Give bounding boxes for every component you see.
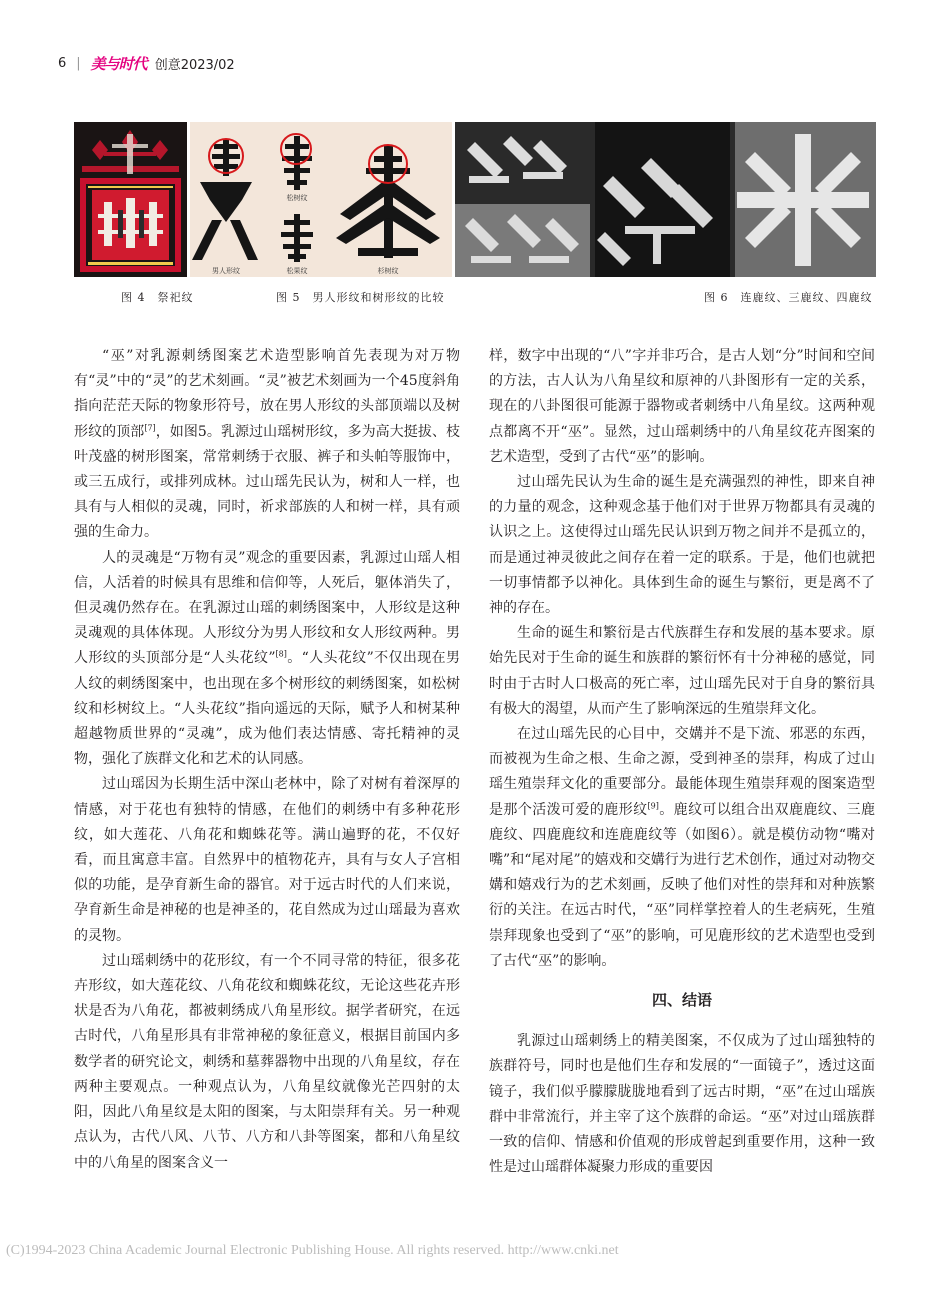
running-header [58, 52, 235, 74]
citation-ref: [9] [647, 801, 659, 810]
figure-5-caption: 图 5 男人形纹和树形纹的比较 [276, 291, 445, 304]
header-separator: | [76, 55, 81, 71]
label-pine-pattern: 松树纹 [286, 194, 308, 202]
figure-6-image [455, 122, 876, 277]
citation-ref: [8] [275, 649, 287, 659]
figure-5-image [190, 122, 452, 277]
page-number: 6 [58, 55, 67, 71]
section-heading: 四、结语 [651, 991, 712, 1010]
copyright-footer: (C)1994-2023 China Academic Journal Electronic Publishing House. All rights reserved. http://www.cnki.net [6, 1243, 619, 1258]
body-paragraph: 过山瑶因为长期生活中深山老林中，除了对树有着深厚的情感，对于花也有独特的情感，在他们的刺绣中有多种花形纹，如大莲花、八角花和蜘蛛花等。满山遍野的花，不仅好看，而且寓意丰富。自然界中的植物花卉，具有与女人子宫相似的功能，是孕育新生命的器官。对于远古时代的人们来说，孕育新生命是神秘的也是神圣的，花自然成为过山瑶最为喜欢的灵物。 [74, 776, 460, 944]
label-pine-cone-pattern: 松果纹 [286, 267, 308, 275]
body-paragraph: 人的灵魂是“万物有灵”观念的重要因素，乳源过山瑶人相信，人活着的时候具有思维和信仰等，人死后，躯体消失了，但灵魂仍然存在。在乳源过山瑶的刺绣图案中，人形纹是这种灵魂观的具体体现。人形纹分为男人形纹和女人形纹两种。男人形纹的头顶部分是“人头花纹”[8]。“人头花纹”不仅出现在男人纹的刺绣图案中，也出现在多个树形纹的刺绣图案，如松树纹和杉树纹上。“人头花纹”指向遥远的天际，赋予人和树某种超越物质世界的“灵魂”，成为他们表达情感、寄托精神的灵物，强化了族群文化和艺术的认同感。 [74, 549, 460, 768]
citation-ref: [7] [144, 422, 156, 432]
four-deer-pattern-icon [737, 134, 869, 266]
conclusion-paragraph: 乳源过山瑶刺绣上的精美图案，不仅成为了过山瑶独特的族群符号，同时也是他们生存和发展的“一面镜子”，透过这面镜子，我们似乎朦朦胧胧地看到了远古时期，“巫”在过山瑶族群中非常流行，并主宰了这个族群的命运。“巫”对过山瑶族群一致的信仰、情感和价值观的形成曾起到重要作用，这种一致性是过山瑶群体凝聚力形成的重要因 [489, 1033, 875, 1176]
right-column [489, 344, 875, 1181]
body-paragraph: 在过山瑶先民的心目中，交媾并不是下流、邪恶的东西，而被视为生命之根、生命之源，受到神圣的崇拜，构成了过山瑶生殖崇拜文化的重要部分。最能体现生殖崇拜观的图案造型是那个活泼可爱的鹿形纹[9]。鹿纹可以组合出双鹿鹿纹、三鹿鹿纹、四鹿鹿纹和连鹿鹿纹等（如图6）。就是模仿动物“嘴对嘴”和“尾对尾”的嬉戏和交媾行为进行艺术创作，通过对动物交媾和嬉戏行为的艺术刻画，反映了他们对性的崇拜和对种族繁衍的关注。在远古时代，“巫”同样掌控着人的生老病死，生殖崇拜现象也受到了“巫”的影响，可见鹿形纹的艺术造型也受到了古代“巫”的影响。 [489, 726, 876, 969]
figure-4-caption: 图 4 祭祀纹 [121, 291, 194, 304]
body-paragraph: 过山瑶刺绣中的花形纹，有一个不同寻常的特征，很多花卉形纹，如大莲花纹、八角花纹和蜘蛛花纹，无论这些花卉形状是否为八角花，都被刺绣成八角星形纹。据学者研究，在远古时代，八角星形具有非常神秘的象征意义，根据目前国内多数学者的研究论文，刺绣和墓葬器物中出现的八角星纹，存在两种主要观点。一种观点认为，八角星纹就像光芒四射的太阳，因此八角星纹是太阳的图案，与太阳崇拜有关。另一种观点认为，古代八风、八节、八方和八卦等图案，都和八角星纹中的八角星的图案含义一 [74, 952, 460, 1171]
body-paragraph: “巫”对乳源刺绣图案艺术造型影响首先表现为对万物有“灵”中的“灵”的艺术刻画。“灵”被艺术刻画为一个45度斜角指向茫茫天际的物象形符号，放在男人形纹的头部顶端以及树形纹的顶部[7]，如图5。乳源过山瑶树形纹，多为高大挺拔、枝叶茂盛的树形图案，常常刺绣于衣服、裤子和头帕等服饰中，或三五成行，或排列成林。过山瑶先民认为，树和人一样，也具有与人相似的灵魂，同时，祈求部族的人和树一样，具有顽强的生命力。 [74, 348, 461, 541]
body-paragraph-continued: 样，数字中出现的“八”字并非巧合，是古人划“分”时间和空间的方法，古人认为八角星纹和原神的八卦图形有一定的关系，现在的八卦图很可能源于器物或者刺绣中八角星纹。这两种观点都离不开“巫”。显然，过山瑶刺绣中的八角星纹花卉图案的艺术造型，受到了古代“巫”的影响。 [489, 348, 875, 465]
figure-6-caption: 图 6 连鹿纹、三鹿纹、四鹿纹 [704, 291, 873, 304]
figure-4-image [74, 122, 187, 277]
issue-label: 创意2023/02 [154, 57, 235, 73]
body-paragraph: 生命的诞生和繁衍是古代族群生存和发展的基本要求。原始先民对于生命的诞生和族群的繁衍怀有十分神秘的感觉，同时由于古时人口极高的死亡率，过山瑶先民对于自身的繁衍具有极大的渴望，从而产生了影响深远的生殖崇拜文化。 [489, 625, 875, 717]
label-fir-pattern: 杉树纹 [377, 267, 399, 275]
body-paragraph: 过山瑶先民认为生命的诞生是充满强烈的神性，即来自神的力量的观念，这种观念基于他们对于世界万物都具有灵魂的认识之上。这使得过山瑶先民认识到万物之间并不是孤立的，而是通过神灵彼此之间存在着一定的联系。于是，他们也就把一切事情都予以神化。具体到生命的诞生与繁衍，更是离不了神的存在。 [489, 474, 875, 617]
magazine-logo: 美与时代 [90, 54, 147, 73]
left-column [74, 344, 460, 1176]
label-man-pattern: 男人形纹 [212, 267, 240, 275]
